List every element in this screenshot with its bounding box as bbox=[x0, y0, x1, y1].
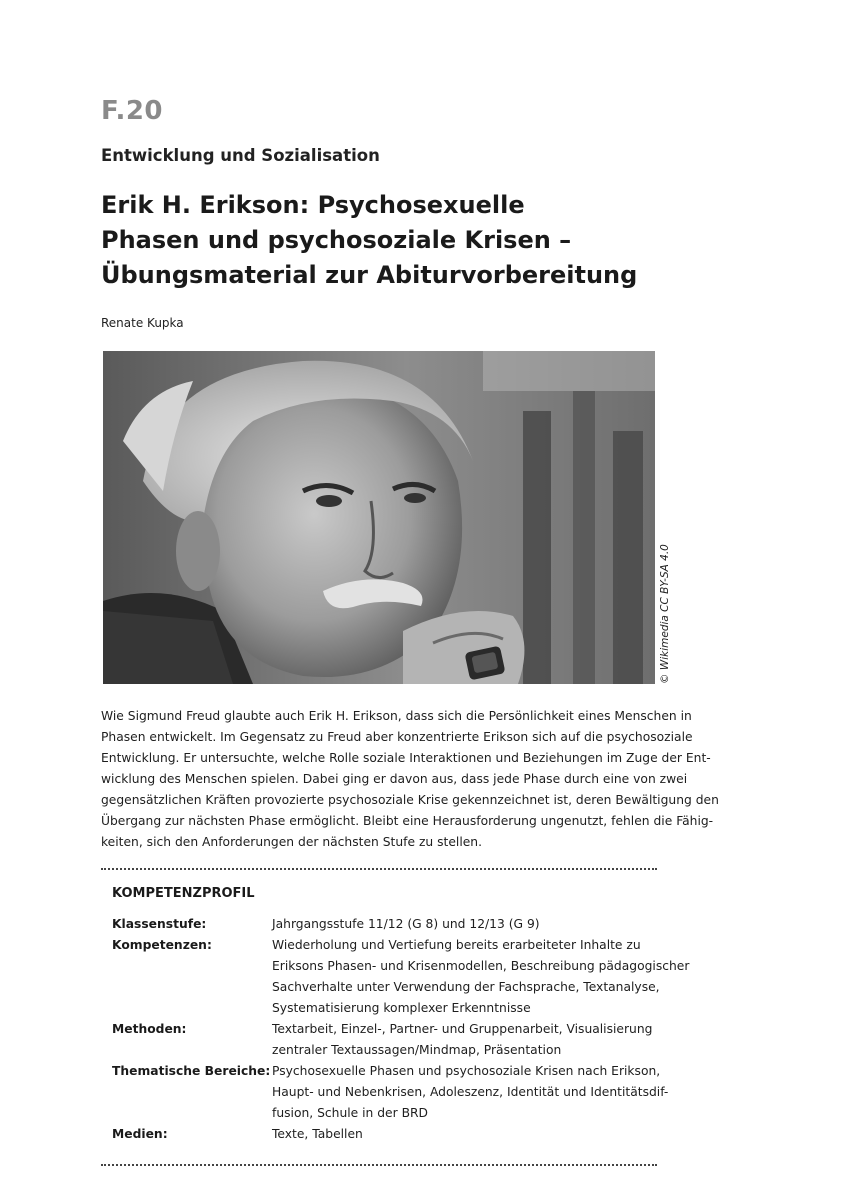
kp-value-line: Systematisierung komplexer Erkenntnisse bbox=[272, 1001, 531, 1015]
title-line: Erik H. Erikson: Psychosexuelle bbox=[101, 191, 525, 219]
subject-heading: Entwicklung und Sozialisation bbox=[101, 146, 380, 165]
kompetenzprofil-heading: KOMPETENZPROFIL bbox=[112, 886, 255, 901]
kp-value-line: Textarbeit, Einzel-, Partner- und Gruppenarbeit, Visualisierung bbox=[272, 1022, 653, 1036]
intro-line: gegensätzlichen Kräften provozierte psychosoziale Krise gekennzeichnet ist, deren Bewältigung den bbox=[101, 793, 719, 807]
kp-row-kompetenzen bbox=[112, 935, 690, 1019]
title-line: Übungsmaterial zur Abiturvorbereitung bbox=[101, 261, 638, 289]
intro-line: keiten, sich den Anforderungen der nächsten Stufe zu stellen. bbox=[101, 835, 482, 849]
kp-label: Methoden: bbox=[112, 1022, 187, 1036]
kp-value-line: Jahrgangsstufe 11/12 (G 8) und 12/13 (G 9) bbox=[272, 917, 540, 931]
chapter-code: F.20 bbox=[101, 96, 163, 126]
divider-top bbox=[101, 868, 657, 870]
kp-value-line: Haupt- und Nebenkrisen, Adoleszenz, Identität und Identitätsdif- bbox=[272, 1085, 669, 1099]
kp-row-medien bbox=[112, 1124, 657, 1145]
kp-value-line: Texte, Tabellen bbox=[272, 1127, 363, 1141]
kp-value bbox=[272, 914, 657, 935]
intro-line: wicklung des Menschen spielen. Dabei ging er davon aus, dass jede Phase durch eine von zwei bbox=[101, 772, 688, 786]
kp-label: Thematische Bereiche: bbox=[112, 1064, 271, 1078]
author-name: Renate Kupka bbox=[101, 316, 184, 330]
intro-line: Entwicklung. Er untersuchte, welche Rolle soziale Interaktionen und Beziehungen im Zuge der Ent- bbox=[101, 751, 711, 765]
page-title bbox=[101, 188, 637, 293]
kp-value-line: zentraler Textaussagen/Mindmap, Präsentation bbox=[272, 1043, 562, 1057]
kp-label: Klassenstufe: bbox=[112, 917, 207, 931]
kp-value bbox=[272, 935, 689, 1019]
intro-line: Übergang zur nächsten Phase ermöglicht. Bleibt eine Herausforderung ungenutzt, fehlen die Fähig- bbox=[101, 814, 714, 828]
divider-bottom bbox=[101, 1164, 657, 1166]
photo-credit: © Wikimedia CC BY-SA 4.0 bbox=[659, 544, 671, 684]
kp-label: Medien: bbox=[112, 1127, 168, 1141]
intro-line: Wie Sigmund Freud glaubte auch Erik H. Erikson, dass sich die Persönlichkeit eines Menschen in bbox=[101, 709, 692, 723]
kp-row-methoden bbox=[112, 1019, 657, 1061]
kp-value-line: Eriksons Phasen- und Krisenmodellen, Beschreibung pädagogischer bbox=[272, 959, 690, 973]
title-line: Phasen und psychosoziale Krisen – bbox=[101, 226, 572, 254]
kp-value-line: fusion, Schule in der BRD bbox=[272, 1106, 429, 1120]
kp-value-line: Psychosexuelle Phasen und psychosoziale Krisen nach Erikson, bbox=[272, 1064, 661, 1078]
kp-label: Kompetenzen: bbox=[112, 938, 212, 952]
kompetenzprofil-table bbox=[112, 914, 690, 1145]
kp-value bbox=[272, 1019, 657, 1061]
kp-value-line: Sachverhalte unter Verwendung der Fachsprache, Textanalyse, bbox=[272, 980, 660, 994]
portrait-photo bbox=[103, 351, 655, 684]
kp-value-line: Wiederholung und Vertiefung bereits erarbeiteter Inhalte zu bbox=[272, 938, 641, 952]
kp-value bbox=[272, 1124, 657, 1145]
kp-value bbox=[272, 1061, 668, 1124]
kp-row-klassenstufe bbox=[112, 914, 657, 935]
intro-paragraph bbox=[101, 706, 719, 853]
kp-row-thematische-bereiche bbox=[112, 1061, 669, 1124]
intro-line: Phasen entwickelt. Im Gegensatz zu Freud aber konzentrierte Erikson sich auf die psychosoziale bbox=[101, 730, 693, 744]
